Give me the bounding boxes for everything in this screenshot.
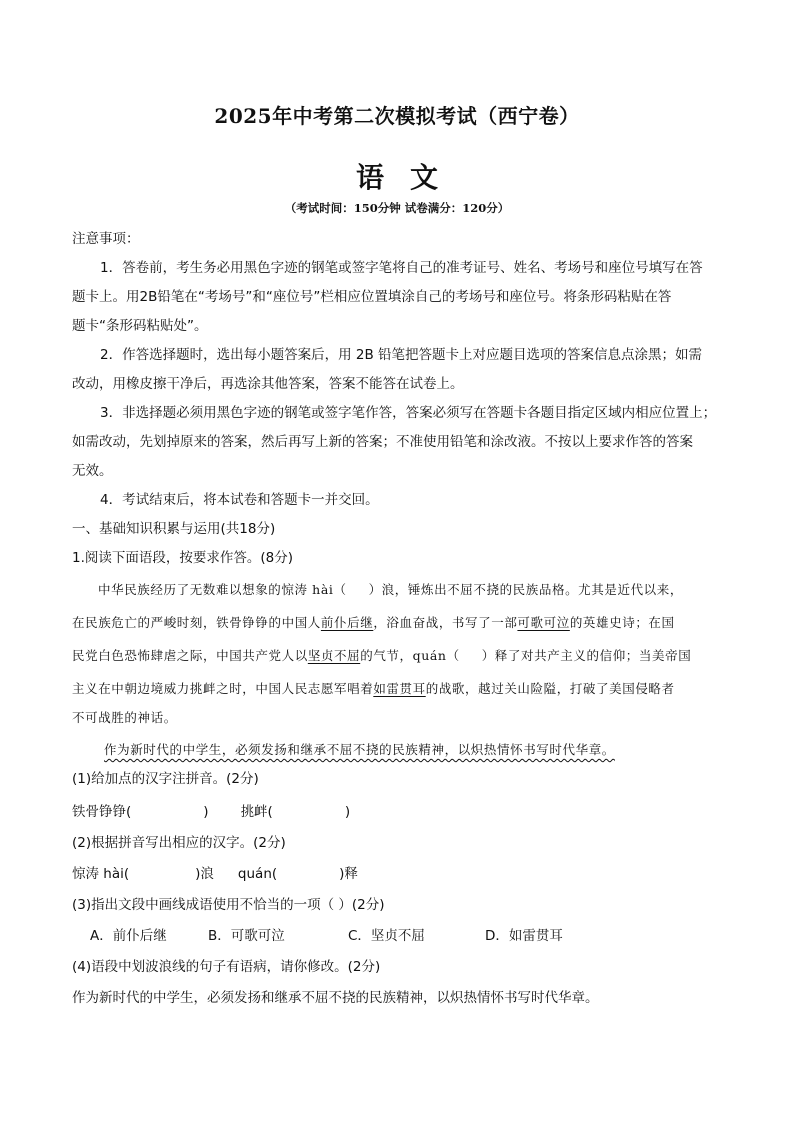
notice-item-3-line-2: 如需改动，先划掉原来的答案，然后再写上新的答案；不准使用铅笔和涂改液。不按以上要求作答的答案 — [72, 434, 693, 450]
passage-text: 中华民族经历了无数难以想象的惊涛 hài（ — [98, 582, 347, 597]
wavy-underlined-sentence: 作为新时代的中学生，必须发扬和继承不屈不挠的民族精神，以炽热情怀书写时代华章。 — [104, 742, 615, 757]
passage-line-4 — [72, 679, 732, 699]
subject-title: 语文 — [355, 161, 464, 194]
exam-title: 2025年中考第二次模拟考试（西宁卷） — [214, 104, 580, 128]
underlined-idiom-kegeqi: 可歌可泣 — [517, 615, 570, 630]
answer-prompt: 惊涛 hài( — [72, 866, 130, 882]
question-1-1-answer-row — [72, 802, 732, 822]
question-1-2-answer-row — [72, 864, 732, 884]
question-1-1: (1)给加点的汉字注拼音。(2分) — [72, 771, 259, 787]
answer-prompt: )释 — [339, 866, 358, 882]
notice-item-2-line-1: 2．作答选择题时，选出每小题答案后，用 2B 铅笔把答题卡上对应题目选项的答案信息点涂黑；如需 — [100, 347, 703, 363]
passage-line-6 — [104, 740, 764, 760]
notice-item-1-line-1: 1．答卷前，考生务必用黑色字迹的钢笔或签字笔将自己的准考证号、姓名、考场号和座位号填写在答 — [100, 260, 703, 276]
answer-prompt: quán( — [237, 866, 278, 882]
option-d[interactable]: D．如雷贯耳 — [485, 928, 563, 944]
underlined-idiom-qianpuhouji: 前仆后继 — [320, 615, 374, 630]
question-1-heading: 1.阅读下面语段，按要求作答。(8分) — [72, 550, 294, 566]
answer-prompt: ) — [203, 804, 209, 820]
underlined-idiom-ruleiguaner: 如雷贯耳 — [373, 681, 426, 696]
passage-text: 的战歌，越过关山险隘，打破了美国侵略者 — [425, 681, 675, 696]
passage-text: ）释了对共产主义的信仰；当美帝国 — [481, 648, 692, 663]
passage-text: 的英雄史诗；在国 — [569, 615, 675, 630]
question-1-4-sentence: 作为新时代的中学生，必须发扬和继承不屈不挠的民族精神，以炽热情怀书写时代华章。 — [72, 990, 599, 1006]
notice-item-1-line-2: 题卡上。用2B铅笔在“考场号”和“座位号”栏相应位置填涂自己的考场号和座位号。将条形码粘贴在答 — [72, 289, 672, 305]
passage-text: 民党白色恐怖肆虐之际，中国共产党人以 — [72, 648, 308, 663]
answer-prompt: 铁骨铮铮( — [72, 804, 132, 820]
passage-line-1 — [98, 580, 758, 600]
notice-item-3-line-1: 3．非选择题必须用黑色字迹的钢笔或签字笔作答，答案必须写在答题卡各题目指定区域内相应位置上； — [100, 405, 717, 421]
passage-text: ，浴血奋战，书写了一部 — [373, 615, 518, 630]
notice-item-1-line-3: 题卡“条形码粘贴处”。 — [72, 318, 208, 334]
notice-item-3-line-3: 无效。 — [72, 463, 113, 479]
option-c[interactable]: C．坚贞不屈 — [348, 928, 425, 944]
notice-heading: 注意事项： — [72, 231, 140, 247]
passage-text: 的气节，quán（ — [360, 648, 460, 663]
question-1-2: (2)根据拼音写出相应的汉字。(2分) — [72, 835, 286, 851]
option-b[interactable]: B．可歌可泣 — [208, 928, 285, 944]
notice-item-2-line-2: 改动，用橡皮擦干净后，再选涂其他答案，答案不能答在试卷上。 — [72, 376, 464, 392]
question-1-4: (4)语段中划波浪线的句子有语病，请你修改。(2分) — [72, 959, 381, 975]
question-1-3: (3)指出文段中画线成语使用不恰当的一项（ ）(2分) — [72, 897, 385, 913]
section-1-heading: 一、基础知识积累与运用(共18分) — [72, 521, 276, 537]
option-a[interactable]: A．前仆后继 — [90, 928, 167, 944]
notice-item-4: 4．考试结束后，将本试卷和答题卡一并交回。 — [100, 492, 379, 508]
answer-prompt: )浪 — [195, 866, 214, 882]
underlined-idiom-jianzhenbuqu: 坚贞不屈 — [307, 648, 361, 663]
question-1-3-options — [90, 926, 750, 946]
answer-prompt: 挑衅( — [240, 804, 273, 820]
passage-text: 在民族危亡的严峻时刻，铁骨铮铮的中国人 — [72, 615, 321, 630]
answer-prompt: ) — [344, 804, 351, 820]
passage-line-5: 不可战胜的神话。 — [72, 710, 177, 725]
passage-line-2 — [72, 613, 732, 633]
passage-text: ）浪，锤炼出不屈不挠的民族品格。尤其是近代以来， — [368, 582, 683, 597]
passage-line-3 — [72, 646, 732, 666]
passage-text: 主义在中朝边境威力挑衅之时，中国人民志愿军唱着 — [72, 681, 374, 696]
exam-time-info: （考试时间：150分钟 试卷满分：120分） — [284, 201, 510, 215]
